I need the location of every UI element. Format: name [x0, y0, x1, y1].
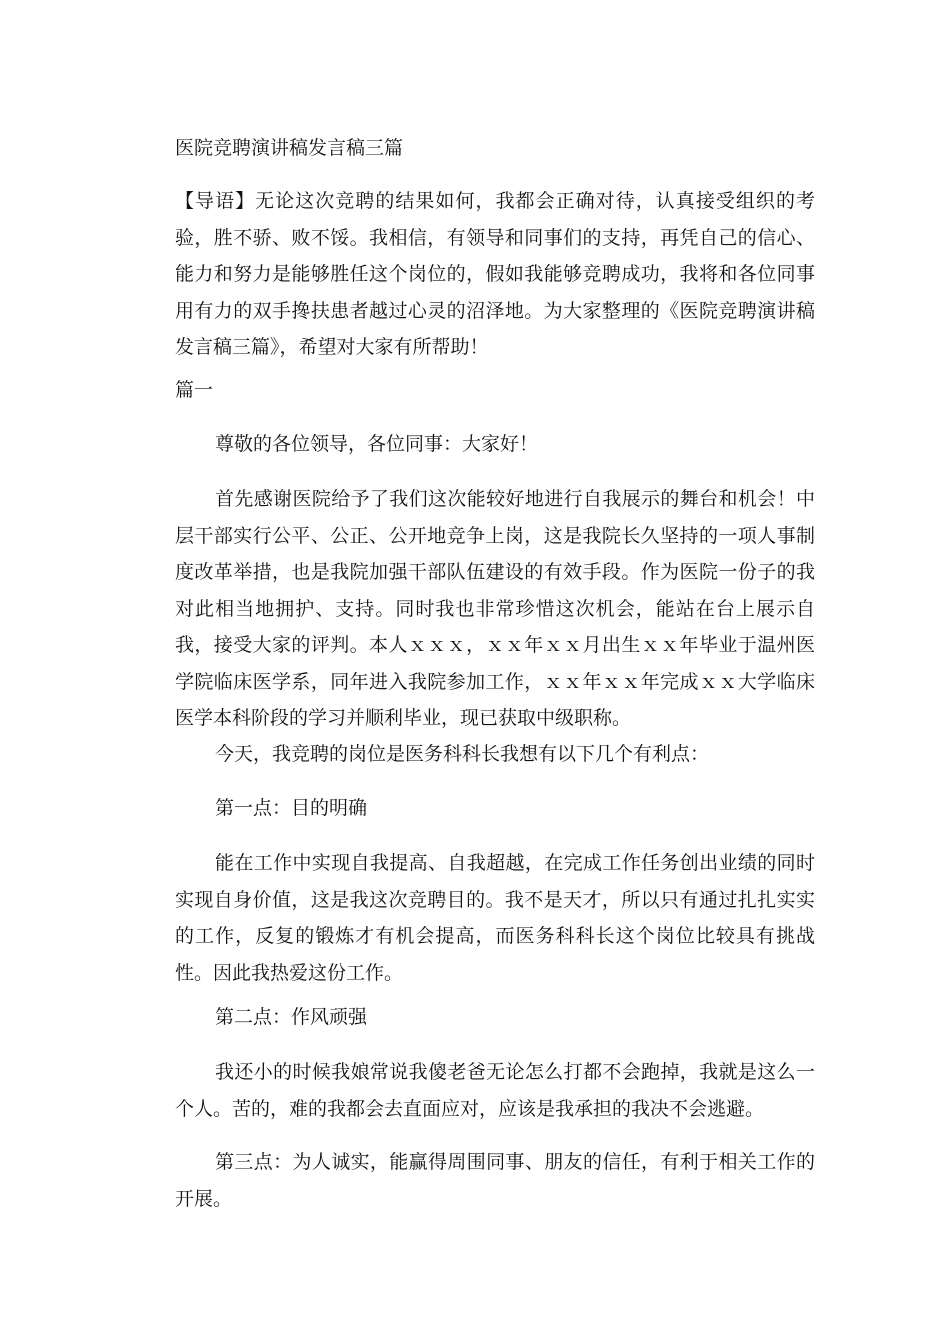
body-paragraph-1: 首先感谢医院给予了我们这次能较好地进行自我展示的舞台和机会！中层干部实行公平、公正、公开地竞争上岗，这是我院长久坚持的一项人事制度改革举措，也是我院加强干部队伍建设的有效手段。作为医院一份子的我对此相当地拥护、支持。同时我也非常珍惜这次机会，能站在台上展示自我，接受大家的评判。本人ｘｘｘ，ｘｘ年ｘｘ月出生ｘｘ年毕业于温州医学院临床医学系，同年进入我院参加工作，ｘｘ年ｘｘ年完成ｘｘ大学临床医学本科阶段的学习并顺利毕业，现已获取中级职称。 — [175, 488, 815, 729]
point-3-heading: 第三点：为人诚实，能赢得周围同事、朋友的信任，有利于相关工作的开展。 — [175, 1151, 815, 1210]
document-title: 医院竞聘演讲稿发言稿三篇 — [175, 137, 404, 159]
section-heading-1: 篇一 — [175, 379, 214, 401]
greeting-paragraph: 尊敬的各位领导，各位同事：大家好！ — [215, 433, 539, 455]
point-1-body: 能在工作中实现自我提高、自我超越，在完成工作任务创出业绩的同时实现自身价值，这是我这次竞聘目的。我不是天才，所以只有通过扎扎实实的工作，反复的锻炼才有机会提高，而医务科科长这个岗位比较具有挑战性。因此我热爱这份工作。 — [175, 852, 815, 984]
point-2-heading: 第二点：作风顽强 — [215, 1006, 368, 1028]
today-paragraph: 今天，我竞聘的岗位是医务科科长我想有以下几个有利点： — [215, 743, 710, 765]
point-1-heading: 第一点：目的明确 — [215, 797, 368, 819]
intro-paragraph: 【导语】无论这次竞聘的结果如何，我都会正确对待，认真接受组织的考验，胜不骄、败不馁。我相信，有领导和同事们的支持，再凭自己的信心、能力和努力是能够胜任这个岗位的，假如我能够竞聘成功，我将和各位同事用有力的双手搀扶患者越过心灵的沼泽地。为大家整理的《医院竞聘演讲稿发言稿三篇》，希望对大家有所帮助！ — [175, 190, 815, 358]
point-2-body: 我还小的时候我娘常说我傻老爸无论怎么打都不会跑掉，我就是这么一个人。苦的，难的我都会去直面应对，应该是我承担的我决不会逃避。 — [175, 1061, 815, 1120]
